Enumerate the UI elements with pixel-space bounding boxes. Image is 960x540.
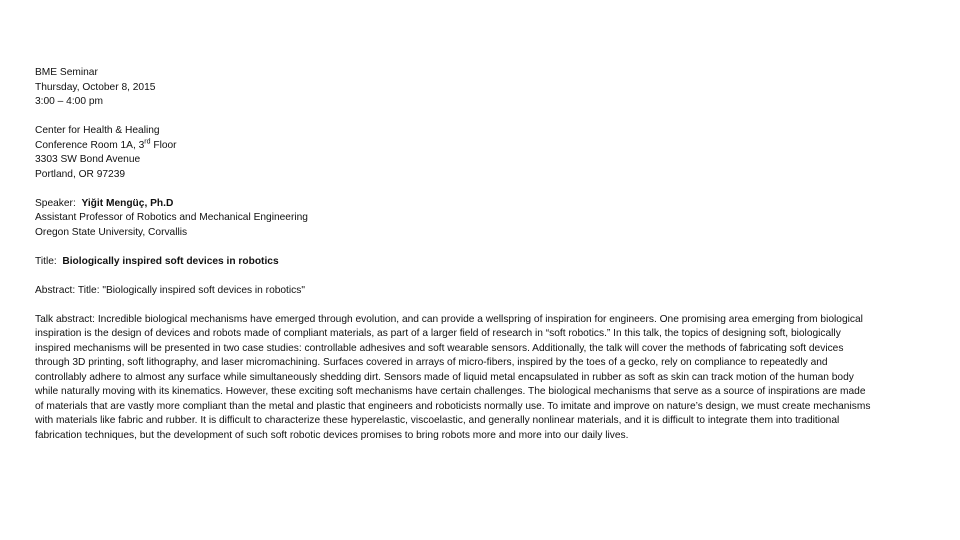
seminar-announcement	[35, 66, 880, 458]
speaker-line	[35, 197, 880, 212]
seminar-time: 3:00 – 4:00 pm	[35, 96, 103, 107]
seminar-series: BME Seminar	[35, 67, 98, 78]
title-text: Biologically inspired soft devices in robotics	[62, 255, 279, 267]
speaker-position: Assistant Professor of Robotics and Mechanical Engineering	[35, 212, 308, 223]
location-room-suffix: Floor	[150, 139, 177, 151]
title-label: Title:	[35, 255, 63, 267]
location-building: Center for Health & Healing	[35, 125, 160, 136]
speaker-label: Speaker:	[35, 197, 82, 209]
seminar-date: Thursday, October 8, 2015	[35, 81, 156, 93]
speaker-info	[35, 197, 880, 241]
location-info	[35, 124, 880, 182]
talk-title	[35, 255, 880, 270]
abstract-heading-block	[35, 284, 880, 299]
abstract-heading: Abstract: Title: "Biologically inspired soft devices in robotics"	[35, 284, 305, 296]
event-info	[35, 66, 880, 110]
location-room	[35, 139, 880, 154]
abstract-body: Talk abstract: Incredible biological mechanisms have emerged through evolution, and can provide a wellspring of inspiration for engineers. One promising area emerging from biological inspiration is the design of devices and robots made of compliant materials, as part of a larger field of research in “soft robotics.” In this talk, the topics of designing soft, biologically inspired mechanisms will be presented in two case studies: controllable adhesives and soft wearable sensors. Additionally, the talk will cover the methods of fabricating soft devices through 3D printing, soft lithography, and laser micromachining. Surfaces covered in arrays of micro-fibers, inspired by the toes of a gecko, rely on compliance to repeatedly and controllably adhere to almost any surface while simultaneously shedding dirt. Sensors made of liquid metal encapsulated in rubber as soft as skin can track motion of the human body while naturally moving with its kinematics. However, these exciting soft mechanisms have certain challenges. The biological mechanisms that serve as a source of inspirations are made of materials that are vastly more compliant than the metal and plastic that engineers and roboticists normally use. To imitate and improve on nature’s design, we must create mechanisms with materials like fabric and rubber. It is difficult to characterize these hyperelastic, viscoelastic, and generally nonlinear materials, and it is difficult to integrate them into traditional fabrication techniques, but the development of such soft robotic devices promises to bring robots more and more into our daily lives.	[35, 313, 871, 441]
speaker-affiliation: Oregon State University, Corvallis	[35, 226, 188, 238]
location-room-prefix: Conference Room 1A, 3	[35, 139, 145, 151]
location-city: Portland, OR 97239	[35, 168, 126, 180]
speaker-name: Yiğit Mengüç, Ph.D	[81, 197, 174, 209]
location-street: 3303 SW Bond Avenue	[35, 154, 141, 165]
location-room-ordinal: rd	[144, 138, 151, 146]
